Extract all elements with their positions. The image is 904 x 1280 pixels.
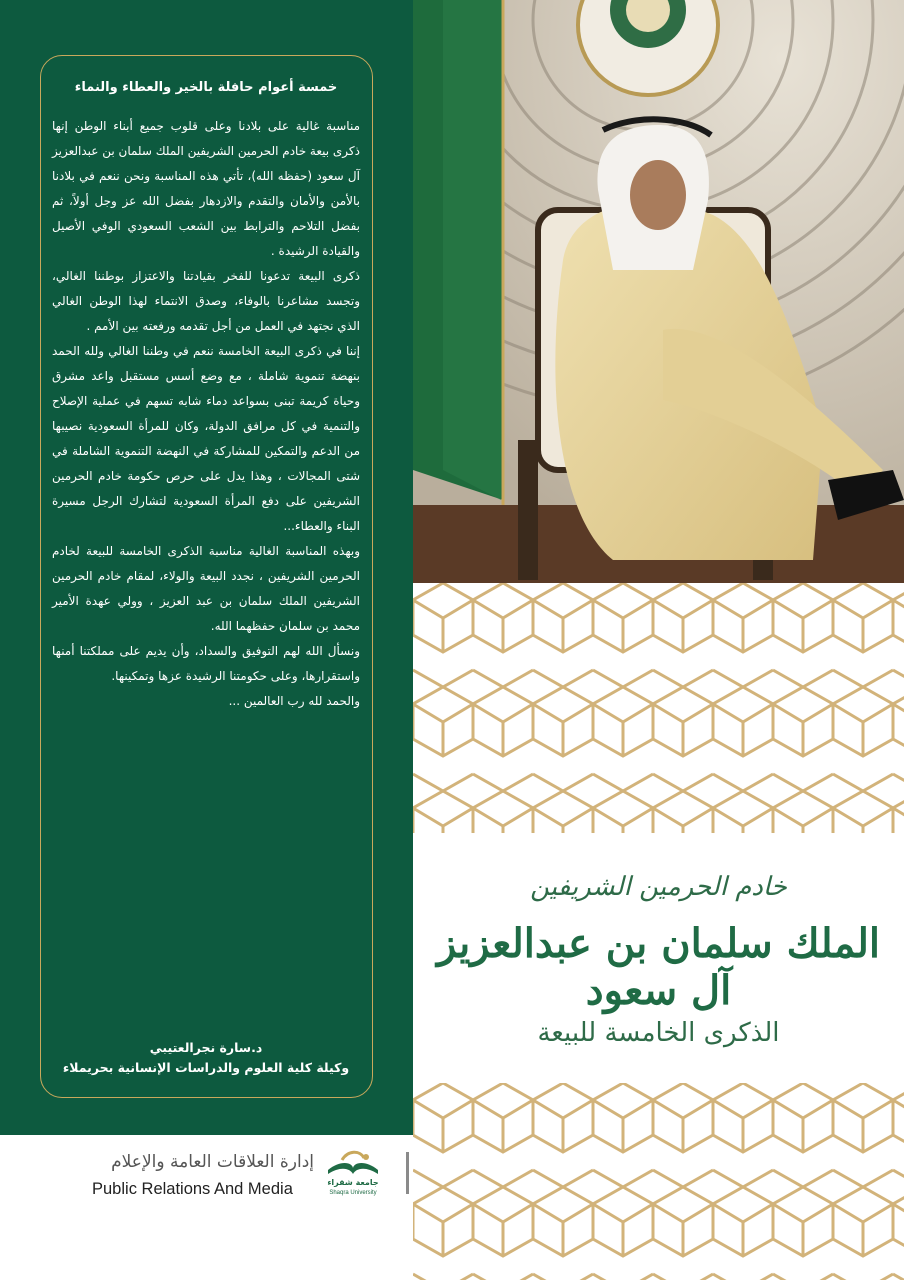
calligraphy-king-name: الملك سلمان بن عبدالعزيز آل سعود: [437, 920, 880, 1014]
logo-english: Shaqra University: [329, 1190, 377, 1196]
geometric-pattern-top: [413, 583, 904, 833]
department-name-english: Public Relations And Media: [92, 1180, 293, 1198]
department-name-arabic: إدارة العلاقات العامة والإعلام: [111, 1152, 314, 1172]
article-paragraph: والحمد لله رب العالمين ...: [228, 694, 360, 708]
calligraphy-block: [413, 850, 904, 1080]
university-logo: [322, 1148, 384, 1202]
article-paragraph: إننا في ذكرى البيعة الخامسة ننعم في وطننا الغالي ولله الحمد بنهضة تنموية شاملة ، مع وضع أسس مستقبل واعد مشرق وحياة كريمة تبنى بسواعد دماء شابه تسهم في عملية الإصلاح والتنمية في كل مرافق الدولة، وكان للمرأة السعودية نصيبها من الدعم والتمكين للمشاركة في النهضة التنموية الشاملة في شتى المجالات ، وهذا يدل على حرص حكومة خادم الحرمين الشريفين على دفع المرأة السعودية لتشارك الرجل مسيرة البناء والعطاء...: [52, 344, 360, 533]
article-title: خمسة أعوام حافلة بالخير والعطاء والنماء: [74, 80, 338, 95]
signature: [52, 1038, 360, 1078]
author-title: وكيلة كلية العلوم والدراسات الإنسانية بحريملاء: [62, 1060, 350, 1075]
king-photo-illustration: [413, 0, 904, 583]
article-body: [52, 114, 360, 714]
logo-arabic: جامعة شقراء: [327, 1178, 379, 1187]
calligraphy-title: خادم الحرمين الشريفين: [530, 872, 787, 902]
author-name: د.سارة نجرالعتيبي: [149, 1040, 263, 1055]
article-paragraph: ذكرى البيعة تدعونا للفخر بقيادتنا والاعتزاز بوطننا الغالي، وتجسد مشاعرنا بالوفاء، وصدق الانتماء لهذا الوطن الغالي الذي نجتهد في العمل من أجل تقدمه ورفعته بين الأمم .: [52, 269, 360, 333]
article-paragraph: مناسبة غالية على بلادنا وعلى قلوب جميع أبناء الوطن إنها ذكرى بيعة خادم الحرمين الشريفين الملك سلمان بن عبدالعزيز آل سعود (حفظه الله)، تأتي هذه المناسبة ونحن ننعم في بلادنا بالأمن والأمان والتقدم والازدهار بفضل الله عز وجل أولاً، ثم بفضل التلاحم والترابط بين الشعب السعودي الوفي الأصيل والقيادة الرشيدة .: [51, 119, 360, 258]
article-paragraph: وبهذه المناسبة الغالية مناسبة الذكرى الخامسة للبيعة لخادم الحرمين الشريفين ، نجدد البيعة والولاء، لمقام خادم الحرمين الشريفين الملك سلمان بن عبد العزيز ، وولي عهدة الأمير محمد بن سلمان حفظهما الله.: [52, 544, 360, 633]
article-paragraph: ونسأل الله لهم التوفيق والسداد، وأن يديم على مملكتنا أمنها واستقرارها، وعلى حكومتنا الرشيدة عزها وتمكينها.: [52, 644, 360, 683]
footer-separator: [406, 1152, 409, 1194]
calligraphy-anniversary: الذكرى الخامسة للبيعة: [537, 1018, 780, 1048]
king-photo: [413, 0, 904, 583]
book-icon: [322, 1148, 384, 1178]
geometric-pattern-bottom: [413, 1083, 904, 1280]
